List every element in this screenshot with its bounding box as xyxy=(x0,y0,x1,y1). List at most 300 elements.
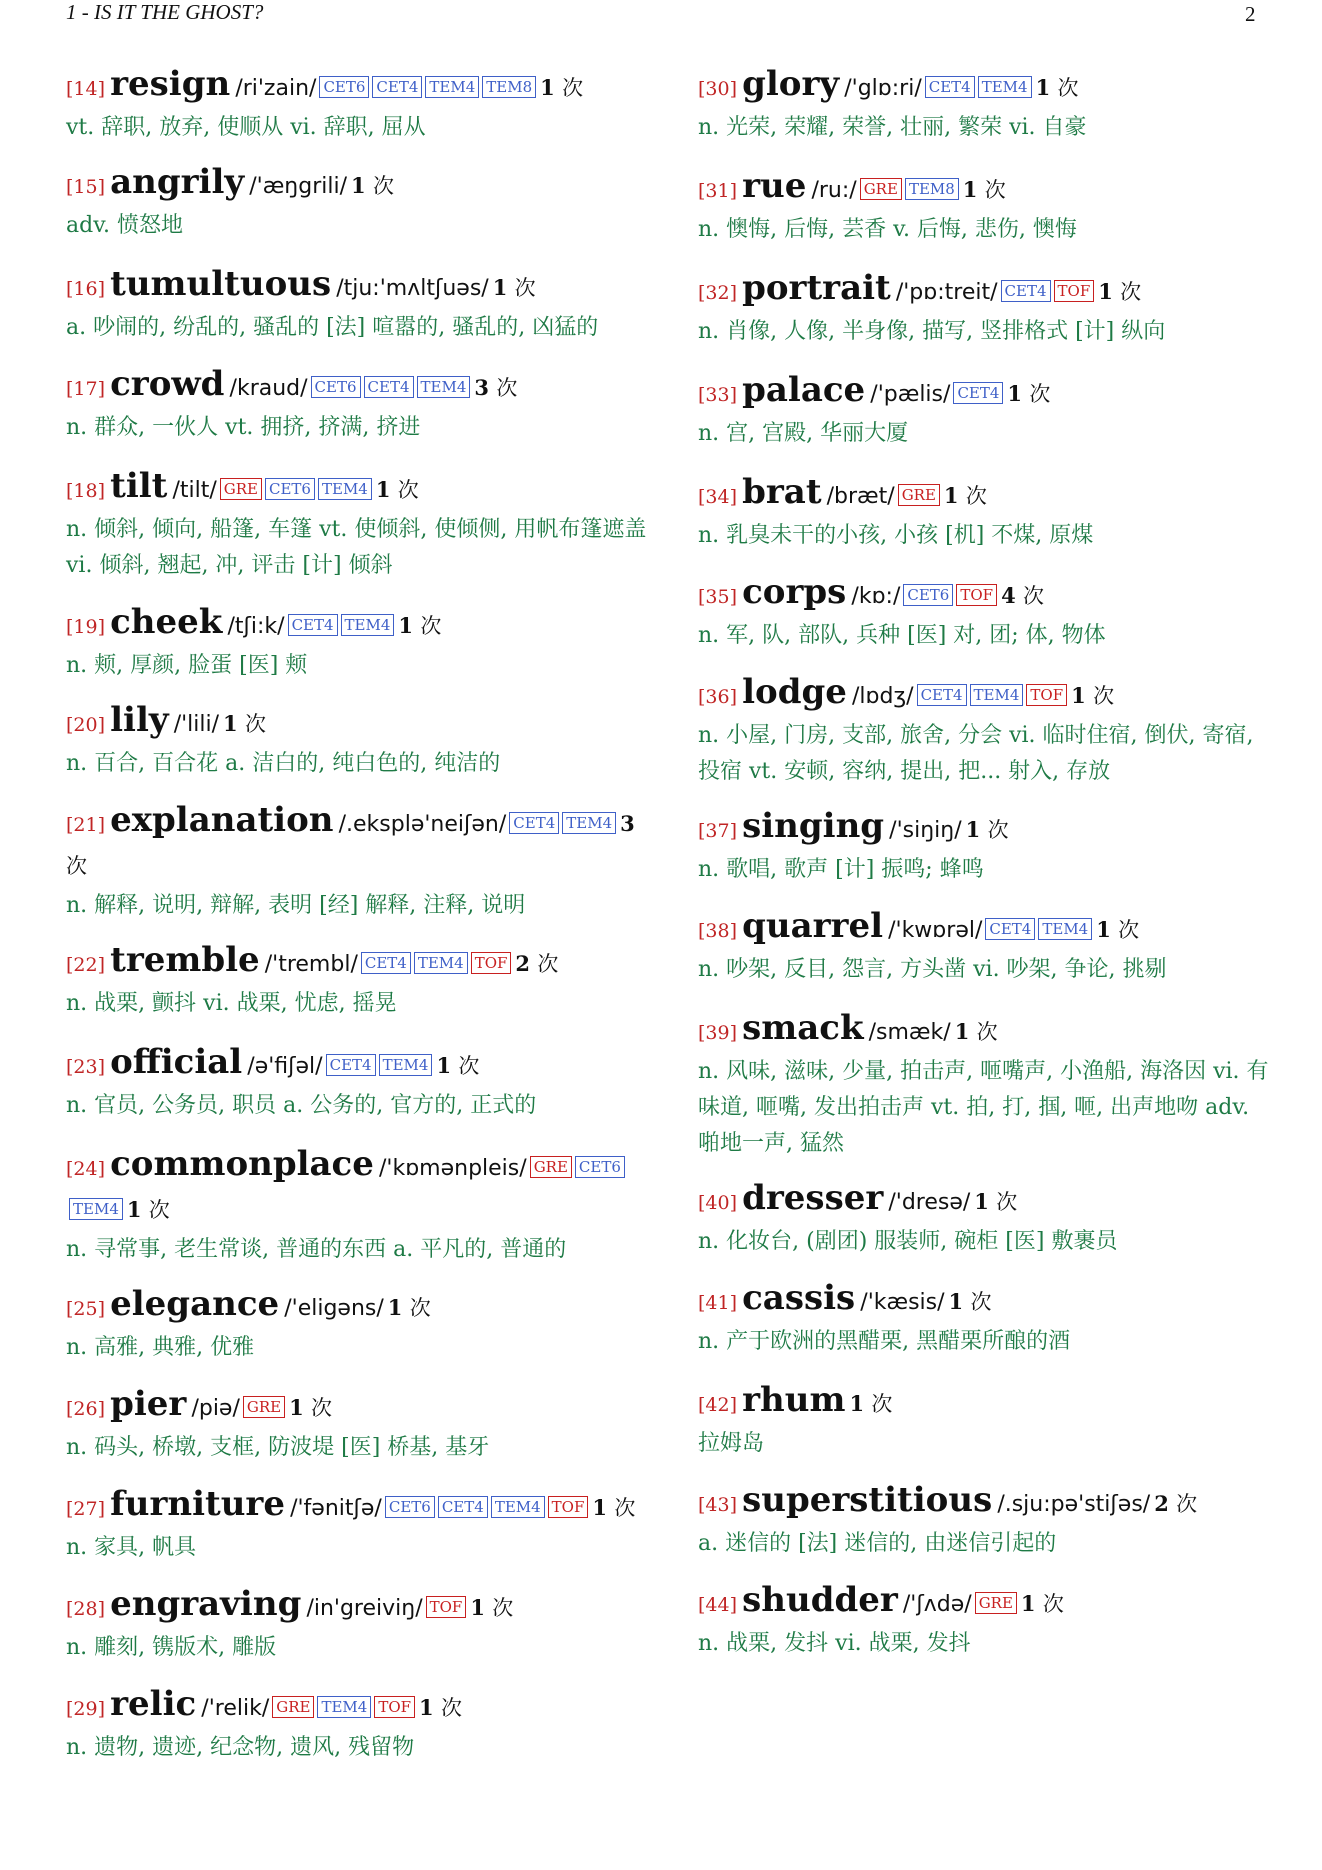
entry-number: [16] xyxy=(66,278,106,300)
occurrence-count xyxy=(944,483,987,508)
word-entry xyxy=(66,466,650,584)
definition: n. 解释, 说明, 辩解, 表明 [经] 解释, 注释, 说明 xyxy=(66,893,526,918)
exam-tag: CET6 xyxy=(319,76,369,98)
occurrence-count xyxy=(963,177,1006,202)
entry-number: [17] xyxy=(66,378,106,400)
definition: 拉姆岛 xyxy=(698,1431,765,1456)
count-suffix: 次 xyxy=(244,712,266,736)
exam-tag: CET6 xyxy=(265,478,315,500)
count-suffix: 次 xyxy=(1093,684,1115,708)
headword-line xyxy=(66,940,650,986)
definition: n. 产于欧洲的黑醋栗, 黑醋栗所酿的酒 xyxy=(698,1329,1071,1354)
entry-number: [41] xyxy=(698,1292,738,1314)
headword: tilt xyxy=(110,466,168,506)
headword-line xyxy=(698,806,1278,852)
entry-number: [44] xyxy=(698,1594,738,1616)
exam-tag: TEM4 xyxy=(379,1054,433,1076)
pronunciation: /kraud/ xyxy=(229,376,308,401)
entry-number: [14] xyxy=(66,78,106,100)
headword-line xyxy=(66,1584,650,1630)
count-value: 1 xyxy=(1007,381,1023,406)
left-column xyxy=(66,64,650,1766)
pronunciation: /'pɒ:treit/ xyxy=(895,280,998,305)
exam-tag: TEM4 xyxy=(318,478,372,500)
occurrence-count xyxy=(419,1695,462,1720)
pronunciation: /smæk/ xyxy=(868,1020,951,1045)
count-suffix: 次 xyxy=(970,1290,992,1314)
count-value: 2 xyxy=(1154,1491,1169,1516)
pronunciation: /kɒ:/ xyxy=(851,584,901,609)
count-suffix: 次 xyxy=(976,1020,998,1044)
pronunciation: /'relik/ xyxy=(201,1696,270,1721)
exam-tag: TEM4 xyxy=(417,376,471,398)
headword: pier xyxy=(110,1384,187,1424)
count-suffix: 次 xyxy=(1120,280,1142,304)
definition: a. 吵闹的, 纷乱的, 骚乱的 [法] 喧嚣的, 骚乱的, 凶猛的 xyxy=(66,315,599,340)
exam-tag: TOF xyxy=(956,584,997,606)
headword-line xyxy=(698,1008,1278,1054)
word-entry xyxy=(66,1144,650,1268)
count-suffix: 次 xyxy=(1023,584,1045,608)
word-entry xyxy=(66,64,650,146)
exam-tag: TEM4 xyxy=(491,1496,545,1518)
definition: n. 肖像, 人像, 半身像, 描写, 竖排格式 [计] 纵向 xyxy=(698,319,1166,344)
count-value: 1 xyxy=(948,1289,964,1314)
count-value: 1 xyxy=(1035,75,1051,100)
count-suffix: 次 xyxy=(440,1696,462,1720)
count-value: 2 xyxy=(515,951,531,976)
count-suffix: 次 xyxy=(965,484,987,508)
occurrence-count xyxy=(1096,917,1139,942)
exam-tag: CET6 xyxy=(385,1496,435,1518)
pronunciation: /'kæsis/ xyxy=(860,1290,945,1315)
entry-number: [33] xyxy=(698,384,738,406)
count-value: 1 xyxy=(398,613,414,638)
entry-number: [22] xyxy=(66,954,106,976)
word-entry xyxy=(698,806,1278,888)
pronunciation: /tju:'mʌltʃuəs/ xyxy=(336,276,489,301)
exam-tag: CET4 xyxy=(953,382,1003,404)
headword: rhum xyxy=(742,1380,846,1420)
occurrence-count xyxy=(1036,75,1079,100)
entry-number: [35] xyxy=(698,586,738,608)
count-suffix: 次 xyxy=(492,1596,514,1620)
exam-tag: CET6 xyxy=(903,584,953,606)
entry-number: [38] xyxy=(698,920,738,942)
word-entry xyxy=(698,472,1278,554)
occurrence-count xyxy=(1071,683,1114,708)
occurrence-count xyxy=(388,1295,431,1320)
headword-line xyxy=(66,1684,650,1730)
headword-line xyxy=(698,1580,1278,1626)
word-entry xyxy=(66,1484,650,1566)
pronunciation: /ru:/ xyxy=(811,178,857,203)
headword: elegance xyxy=(110,1284,280,1324)
word-entry xyxy=(698,1380,1278,1462)
exam-tag: TEM8 xyxy=(905,178,959,200)
exam-tag: TEM4 xyxy=(317,1696,371,1718)
count-value: 1 xyxy=(1071,683,1086,708)
exam-tag: CET4 xyxy=(917,684,967,706)
count-suffix: 次 xyxy=(987,818,1009,842)
pronunciation: /piə/ xyxy=(191,1396,240,1421)
entry-number: [32] xyxy=(698,282,738,304)
headword-line xyxy=(66,264,650,310)
headword: brat xyxy=(742,472,822,512)
definition: vt. 辞职, 放弃, 使顺从 vi. 辞职, 屈从 xyxy=(66,115,426,140)
count-suffix: 次 xyxy=(614,1496,636,1520)
entry-number: [36] xyxy=(698,686,738,708)
entry-number: [20] xyxy=(66,714,106,736)
headword-line xyxy=(66,162,650,208)
count-value: 1 xyxy=(962,177,978,202)
entry-number: [24] xyxy=(66,1158,106,1180)
entry-number: [28] xyxy=(66,1598,106,1620)
exam-tag: TEM4 xyxy=(341,614,395,636)
headword-line xyxy=(698,268,1278,314)
definition: n. 百合, 百合花 a. 洁白的, 纯白色的, 纯洁的 xyxy=(66,751,501,776)
occurrence-count xyxy=(351,173,394,198)
page-number: 2 xyxy=(1245,2,1256,26)
headword: tremble xyxy=(110,940,260,980)
headword: relic xyxy=(110,1684,197,1724)
exam-tag: TEM4 xyxy=(978,76,1032,98)
word-entry xyxy=(66,800,650,924)
pronunciation: /bræt/ xyxy=(826,484,895,509)
occurrence-count xyxy=(955,1019,998,1044)
exam-tag: TEM4 xyxy=(425,76,479,98)
headword: tumultuous xyxy=(110,264,332,304)
pronunciation: /'kɒmənpleis/ xyxy=(379,1156,527,1181)
headword: palace xyxy=(742,370,866,410)
count-value: 1 xyxy=(849,1391,865,1416)
exam-tag: CET6 xyxy=(311,376,361,398)
occurrence-count xyxy=(1007,381,1050,406)
word-entry xyxy=(66,1584,650,1666)
occurrence-count xyxy=(540,75,583,100)
headword-line xyxy=(66,1484,650,1530)
exam-tag: TEM8 xyxy=(482,76,536,98)
pronunciation: /'eligəns/ xyxy=(284,1296,384,1321)
definition: adv. 愤怒地 xyxy=(66,213,184,238)
definition: n. 歌唱, 歌声 [计] 振鸣; 蜂鸣 xyxy=(698,857,984,882)
pronunciation: /'pælis/ xyxy=(870,382,951,407)
count-suffix: 次 xyxy=(1029,382,1051,406)
definition: n. 化妆台, (剧团) 服装师, 碗柜 [医] 敷裹员 xyxy=(698,1229,1118,1254)
pronunciation: /'lili/ xyxy=(173,712,220,737)
count-suffix: 次 xyxy=(397,478,419,502)
occurrence-count xyxy=(470,1595,513,1620)
word-entry xyxy=(698,1580,1278,1662)
entry-number: [31] xyxy=(698,180,738,202)
count-suffix: 次 xyxy=(984,178,1006,202)
word-entry xyxy=(66,1042,650,1124)
exam-tag: TEM4 xyxy=(562,812,616,834)
occurrence-count xyxy=(436,1053,479,1078)
count-value: 1 xyxy=(436,1053,452,1078)
pronunciation: /.sju:pə'stiʃəs/ xyxy=(997,1492,1151,1517)
definition: n. 懊悔, 后悔, 芸香 v. 后悔, 悲伤, 懊悔 xyxy=(698,217,1077,242)
occurrence-count xyxy=(849,1391,892,1416)
entry-number: [42] xyxy=(698,1394,738,1416)
occurrence-count xyxy=(592,1495,635,1520)
count-suffix: 次 xyxy=(409,1296,431,1320)
count-value: 1 xyxy=(540,75,555,100)
definition: n. 遗物, 遗迹, 纪念物, 遗风, 残留物 xyxy=(66,1735,415,1760)
count-value: 3 xyxy=(474,375,489,400)
headword: shudder xyxy=(742,1580,898,1620)
occurrence-count xyxy=(127,1197,170,1222)
entry-number: [25] xyxy=(66,1298,106,1320)
pronunciation: /'dresə/ xyxy=(888,1190,971,1215)
pronunciation: /'kwɒrəl/ xyxy=(888,918,983,943)
entry-number: [40] xyxy=(698,1192,738,1214)
entry-number: [27] xyxy=(66,1498,106,1520)
headword: furniture xyxy=(110,1484,285,1524)
count-suffix: 次 xyxy=(1042,1592,1064,1616)
word-entry xyxy=(698,1008,1278,1162)
headword: official xyxy=(110,1042,243,1082)
exam-tag: CET4 xyxy=(1001,280,1051,302)
exam-tag: CET4 xyxy=(509,812,559,834)
count-value: 1 xyxy=(943,483,959,508)
exam-tag: CET4 xyxy=(326,1054,376,1076)
count-suffix: 次 xyxy=(496,376,518,400)
word-entry xyxy=(66,264,650,346)
definition: n. 战栗, 发抖 vi. 战栗, 发抖 xyxy=(698,1631,971,1656)
count-suffix: 次 xyxy=(871,1392,893,1416)
headword-line xyxy=(698,370,1278,416)
definition: n. 宫, 宫殿, 华丽大厦 xyxy=(698,421,909,446)
count-value: 4 xyxy=(1001,583,1016,608)
pronunciation: /'fənitʃə/ xyxy=(290,1496,382,1521)
definition: n. 乳臭未干的小孩, 小孩 [机] 不煤, 原煤 xyxy=(698,523,1094,548)
occurrence-count xyxy=(474,375,517,400)
entry-number: [21] xyxy=(66,814,106,836)
word-entry xyxy=(698,572,1278,654)
exam-tag: CET4 xyxy=(288,614,338,636)
headword: cassis xyxy=(742,1278,856,1318)
headword-line xyxy=(698,1480,1278,1526)
headword-line xyxy=(66,64,650,110)
word-entry xyxy=(66,1684,650,1766)
exam-tag: GRE xyxy=(220,478,262,500)
definition: n. 小屋, 门房, 支部, 旅舍, 分会 vi. 临时住宿, 倒伏, 寄宿, 投宿 vt. 安顿, 容纳, 提出, 把... 射入, 存放 xyxy=(698,723,1254,784)
definition: n. 高雅, 典雅, 优雅 xyxy=(66,1335,255,1360)
headword-line xyxy=(698,572,1278,618)
word-entry xyxy=(698,166,1278,248)
word-entry xyxy=(66,1284,650,1366)
headword-line xyxy=(66,800,650,888)
count-value: 1 xyxy=(974,1189,989,1214)
entry-number: [37] xyxy=(698,820,738,842)
count-suffix: 次 xyxy=(148,1198,170,1222)
definition: n. 官员, 公务员, 职员 a. 公务的, 官方的, 正式的 xyxy=(66,1093,537,1118)
count-value: 1 xyxy=(592,1495,608,1520)
entry-number: [30] xyxy=(698,78,738,100)
exam-tag: GRE xyxy=(975,1592,1017,1614)
headword-line xyxy=(66,700,650,746)
occurrence-count xyxy=(515,951,558,976)
count-value: 3 xyxy=(620,811,635,836)
exam-tag: TOF xyxy=(374,1696,415,1718)
definition: n. 倾斜, 倾向, 船篷, 车篷 vt. 使倾斜, 使倾侧, 用帆布篷遮盖 vi. 倾斜, 翘起, 冲, 评击 [计] 倾斜 xyxy=(66,517,647,578)
headword-line xyxy=(66,1384,650,1430)
headword-line xyxy=(698,672,1278,718)
count-value: 1 xyxy=(375,477,391,502)
count-suffix: 次 xyxy=(514,276,536,300)
pronunciation: /'trembl/ xyxy=(264,952,358,977)
headword: corps xyxy=(742,572,847,612)
count-value: 1 xyxy=(1096,917,1111,942)
headword-line xyxy=(698,1178,1278,1224)
entry-number: [15] xyxy=(66,176,106,198)
exam-tag: CET4 xyxy=(925,76,975,98)
pronunciation: /'ʃʌdə/ xyxy=(902,1592,972,1617)
count-suffix: 次 xyxy=(311,1396,333,1420)
exam-tag: CET4 xyxy=(438,1496,488,1518)
pronunciation: /tilt/ xyxy=(172,478,217,503)
pronunciation: /tʃi:k/ xyxy=(227,614,285,639)
headword-line xyxy=(66,1144,650,1232)
headword: engraving xyxy=(110,1584,302,1624)
entry-number: [29] xyxy=(66,1698,106,1720)
exam-tag: GRE xyxy=(530,1156,572,1178)
occurrence-count xyxy=(974,1189,1017,1214)
count-value: 1 xyxy=(1020,1591,1036,1616)
exam-tag: CET4 xyxy=(361,952,411,974)
headword-line xyxy=(698,64,1278,110)
headword-line xyxy=(698,1380,1278,1426)
entry-number: [19] xyxy=(66,616,106,638)
chapter-title: 1 - IS IT THE GHOST? xyxy=(66,0,264,24)
headword: commonplace xyxy=(110,1144,374,1184)
count-suffix: 次 xyxy=(1118,918,1140,942)
occurrence-count xyxy=(1098,279,1141,304)
pronunciation: /lɒdʒ/ xyxy=(851,684,914,709)
pronunciation: /ə'fiʃəl/ xyxy=(247,1054,323,1079)
word-entry xyxy=(66,700,650,782)
exam-tag: GRE xyxy=(898,484,940,506)
exam-tag: TOF xyxy=(1026,684,1067,706)
headword: singing xyxy=(742,806,885,846)
count-suffix: 次 xyxy=(372,174,394,198)
definition: n. 军, 队, 部队, 兵种 [医] 对, 团; 体, 物体 xyxy=(698,623,1106,648)
exam-tag: TEM4 xyxy=(69,1198,123,1220)
entry-number: [26] xyxy=(66,1398,106,1420)
exam-tag: CET4 xyxy=(364,376,414,398)
exam-tag: GRE xyxy=(860,178,902,200)
headword-line xyxy=(66,1042,650,1088)
headword: quarrel xyxy=(742,906,884,946)
headword: angrily xyxy=(110,162,245,202)
headword: lily xyxy=(110,700,169,740)
headword-line xyxy=(66,602,650,648)
headword-line xyxy=(698,1278,1278,1324)
occurrence-count xyxy=(949,1289,992,1314)
entry-number: [43] xyxy=(698,1494,738,1516)
exam-tag: TOF xyxy=(548,1496,589,1518)
count-value: 1 xyxy=(1098,279,1113,304)
headword-line xyxy=(66,364,650,410)
headword: resign xyxy=(110,64,231,104)
headword: superstitious xyxy=(742,1480,993,1520)
exam-tag: TOF xyxy=(1054,280,1095,302)
count-value: 1 xyxy=(954,1019,970,1044)
occurrence-count xyxy=(376,477,419,502)
occurrence-count xyxy=(1021,1591,1064,1616)
headword: rue xyxy=(742,166,807,206)
exam-tag: TOF xyxy=(426,1596,467,1618)
exam-tag: TEM4 xyxy=(1038,918,1092,940)
count-suffix: 次 xyxy=(996,1190,1018,1214)
exam-tag: CET4 xyxy=(985,918,1035,940)
word-entry xyxy=(698,370,1278,452)
word-entry xyxy=(698,906,1278,988)
word-entry xyxy=(698,1480,1278,1562)
definition: n. 风味, 滋味, 少量, 拍击声, 咂嘴声, 小渔船, 海洛因 vi. 有味道, 咂嘴, 发出拍击声 vt. 拍, 打, 掴, 咂, 出声地吻 adv. 啪地一声, 猛然 xyxy=(698,1059,1269,1156)
entry-number: [34] xyxy=(698,486,738,508)
headword: glory xyxy=(742,64,840,104)
definition: n. 码头, 桥墩, 支框, 防波堤 [医] 桥基, 基牙 xyxy=(66,1435,490,1460)
occurrence-count xyxy=(1001,583,1044,608)
definition: n. 战栗, 颤抖 vi. 战栗, 忧虑, 摇晃 xyxy=(66,991,397,1016)
exam-tag: TOF xyxy=(471,952,512,974)
word-entry xyxy=(66,364,650,446)
definition: n. 光荣, 荣耀, 荣誉, 壮丽, 繁荣 vi. 自豪 xyxy=(698,115,1087,140)
headword: lodge xyxy=(742,672,847,712)
count-value: 1 xyxy=(470,1595,485,1620)
headword: cheek xyxy=(110,602,223,642)
occurrence-count xyxy=(966,817,1009,842)
exam-tag: CET6 xyxy=(575,1156,625,1178)
pronunciation: /'glɒ:ri/ xyxy=(844,76,922,101)
word-entry xyxy=(66,602,650,684)
word-entry xyxy=(698,268,1278,350)
occurrence-count xyxy=(1154,1491,1197,1516)
pronunciation: /'æŋgrili/ xyxy=(249,174,347,199)
count-suffix: 次 xyxy=(562,76,584,100)
count-value: 1 xyxy=(289,1395,304,1420)
definition: a. 迷信的 [法] 迷信的, 由迷信引起的 xyxy=(698,1531,1057,1556)
count-value: 1 xyxy=(351,173,366,198)
definition: n. 寻常事, 老生常谈, 普通的东西 a. 平凡的, 普通的 xyxy=(66,1237,567,1262)
count-suffix: 次 xyxy=(1176,1492,1198,1516)
exam-tag: GRE xyxy=(243,1396,285,1418)
definition: n. 吵架, 反目, 怨言, 方头凿 vi. 吵架, 争论, 挑剔 xyxy=(698,957,1167,982)
word-entry xyxy=(698,1178,1278,1260)
word-entry xyxy=(66,162,650,244)
count-suffix: 次 xyxy=(1057,76,1079,100)
entry-number: [18] xyxy=(66,480,106,502)
pronunciation: /.eksplə'neiʃən/ xyxy=(338,812,507,837)
occurrence-count xyxy=(289,1395,332,1420)
pronunciation: /'siŋiŋ/ xyxy=(889,818,962,843)
word-entry xyxy=(698,672,1278,790)
entry-number: [39] xyxy=(698,1022,738,1044)
pronunciation: /ri'zain/ xyxy=(235,76,317,101)
exam-tag: TEM4 xyxy=(414,952,468,974)
count-suffix: 次 xyxy=(537,952,559,976)
word-entry xyxy=(698,64,1278,146)
definition: n. 群众, 一伙人 vt. 拥挤, 挤满, 挤进 xyxy=(66,415,421,440)
headword: crowd xyxy=(110,364,225,404)
headword: explanation xyxy=(110,800,334,840)
count-suffix: 次 xyxy=(458,1054,480,1078)
count-value: 1 xyxy=(492,275,508,300)
exam-tag: GRE xyxy=(272,1696,314,1718)
headword-line xyxy=(698,472,1278,518)
